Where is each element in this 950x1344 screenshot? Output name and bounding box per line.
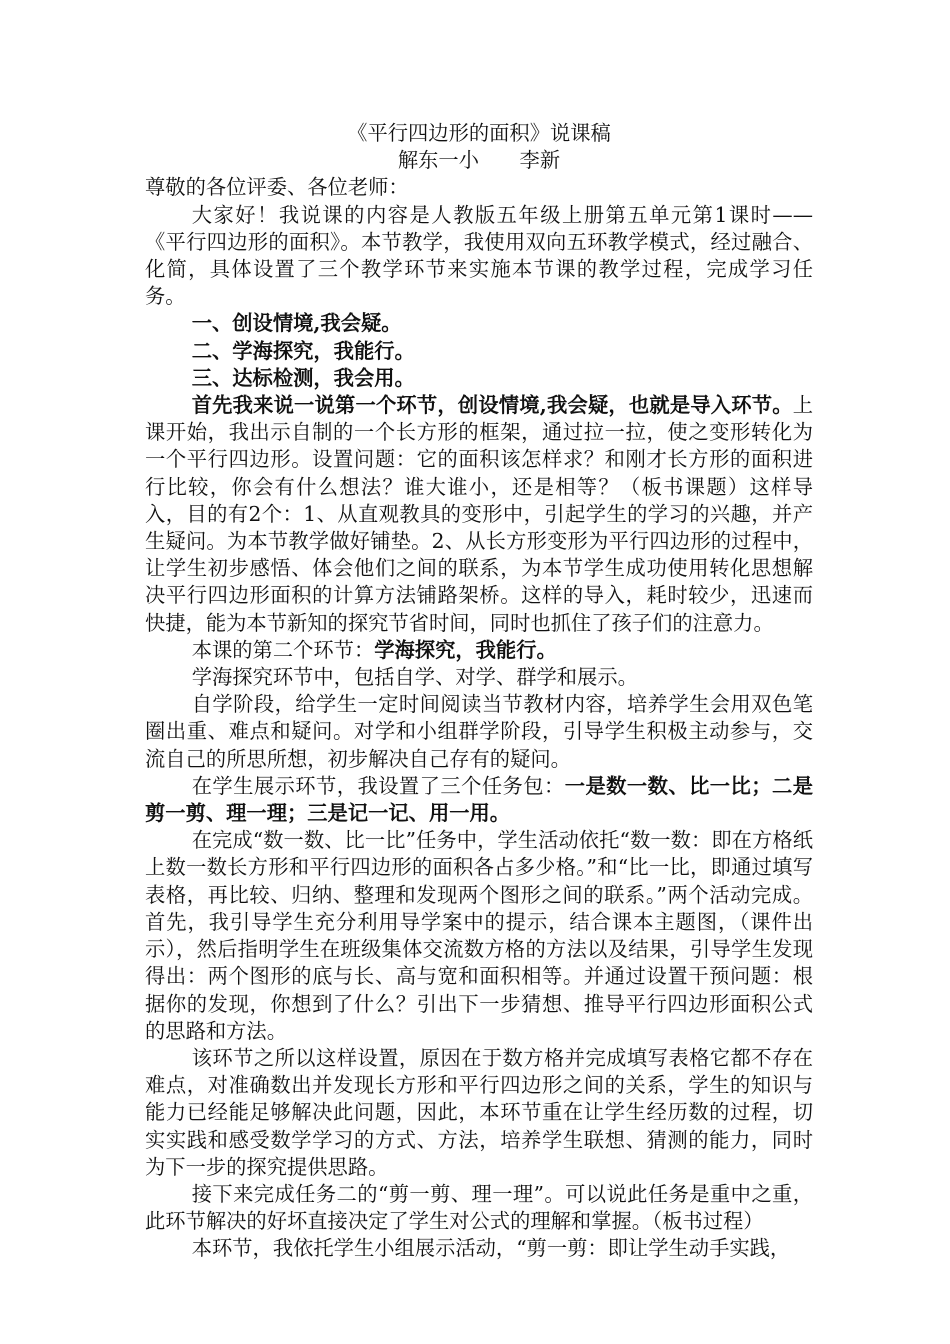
second-section-lead: 本课的第二个环节：	[191, 637, 375, 662]
first-section-lead: 首先我来说一说第一个环节，创设情境,我会疑，也就是导入环节。	[191, 393, 793, 418]
task-packages-list: 一是数一数、比一比；二是剪一剪、理一理；三是记一记、用一用。	[145, 773, 813, 826]
cut-arrange-paragraph: 本环节，我依托学生小组展示活动，“剪一剪：即让学生动手实践，	[191, 1236, 791, 1261]
first-section-body: 上课开始，我出示自制的一个长方形的框架，通过拉一拉，使之变形转化为一个平行四边形。设置问题：它的面积该怎样求？和刚才长方形的面积进行比较，你会有什么想法？谁大谁小，还是相等？（板书课题）这样导入，目的有2个：1、从直观教具的变形中，引起学生的学习的兴趣，并产生疑问。为本节教学做好铺垫。2、从长方形变形为平行四边形的过程中，让学生初步感悟、体会他们之间的联系，为本节学生成功使用转化思想解决平行四边形面积的计算方法铺路架桥。这样的导入，耗时较少，迅速而快捷，能为本节新知的探究节省时间，同时也抓住了孩子们的注意力。	[145, 393, 813, 635]
exploration-paragraph: 学海探究环节中，包括自学、对学、群学和展示。	[191, 665, 638, 690]
intro-paragraph: 大家好！我说课的内容是人教版五年级上册第五单元第1课时——《平行四边形的面积》。本节教学，我使用双向五环教学模式，经过融合、化简，具体设置了三个教学环节来实施本节课的教学过程，完成学习任务。	[145, 202, 813, 309]
task-two-paragraph: 接下来完成任务二的“剪一剪、理一理”。可以说此任务是重中之重，此环节解决的好坏直接决定了学生对公式的理解和掌握。（板书过程）	[145, 1181, 813, 1234]
task-packages-paragraph	[145, 773, 813, 827]
self-study-paragraph: 自学阶段，给学生一定时间阅读当节教材内容，培养学生会用双色笔圈出重、难点和疑问。对学和小组群学阶段，引导学生积极主动参与，交流自己的所思所想，初步解决自己存有的疑问。	[145, 692, 813, 771]
document-page	[145, 120, 813, 1263]
second-section-paragraph	[145, 637, 813, 664]
second-section-title: 学海探究，我能行。	[374, 637, 557, 662]
task-packages-lead: 在学生展示环节，我设置了三个任务包：	[191, 773, 565, 798]
document-title: 《平行四边形的面积》说课稿	[347, 121, 611, 145]
author-line: 解东一小 李新	[397, 148, 561, 173]
step-two-heading: 二、学海探究，我能行。	[191, 338, 415, 363]
step-one-heading: 一、创设情境,我会疑。	[191, 311, 402, 336]
count-compare-paragraph: 在完成“数一数、比一比”任务中，学生活动依托“数一数：即在方格纸上数一数长方形和平行四边形的面积各占多少格。”和“比一比，即通过填写表格，再比较、归纳、整理和发现两个图形之间的联系。”两个活动完成。首先，我引导学生充分利用导学案中的提示，结合课本主题图，（课件出示），然后指明学生在班级集体交流数方格的方法以及结果，引导学生发现得出：两个图形的底与长、高与宽和面积相等。并通过设置干预问题：根据你的发现，你想到了什么？引出下一步猜想、推导平行四边形面积公式的思路和方法。	[145, 828, 813, 1043]
rationale-paragraph: 该环节之所以这样设置，原因在于数方格并完成填写表格它都不存在难点，对准确数出并发现长方形和平行四边形之间的关系，学生的知识与能力已经能足够解决此问题，因此，本环节重在让学生经历数的过程，切实实践和感受数学学习的方式、方法，培养学生联想、猜测的能力，同时为下一步的探究提供思路。	[145, 1045, 813, 1179]
greeting: 尊敬的各位评委、各位老师：	[145, 175, 409, 200]
first-section-paragraph	[145, 392, 813, 637]
step-three-heading: 三、达标检测，我会用。	[191, 365, 415, 390]
